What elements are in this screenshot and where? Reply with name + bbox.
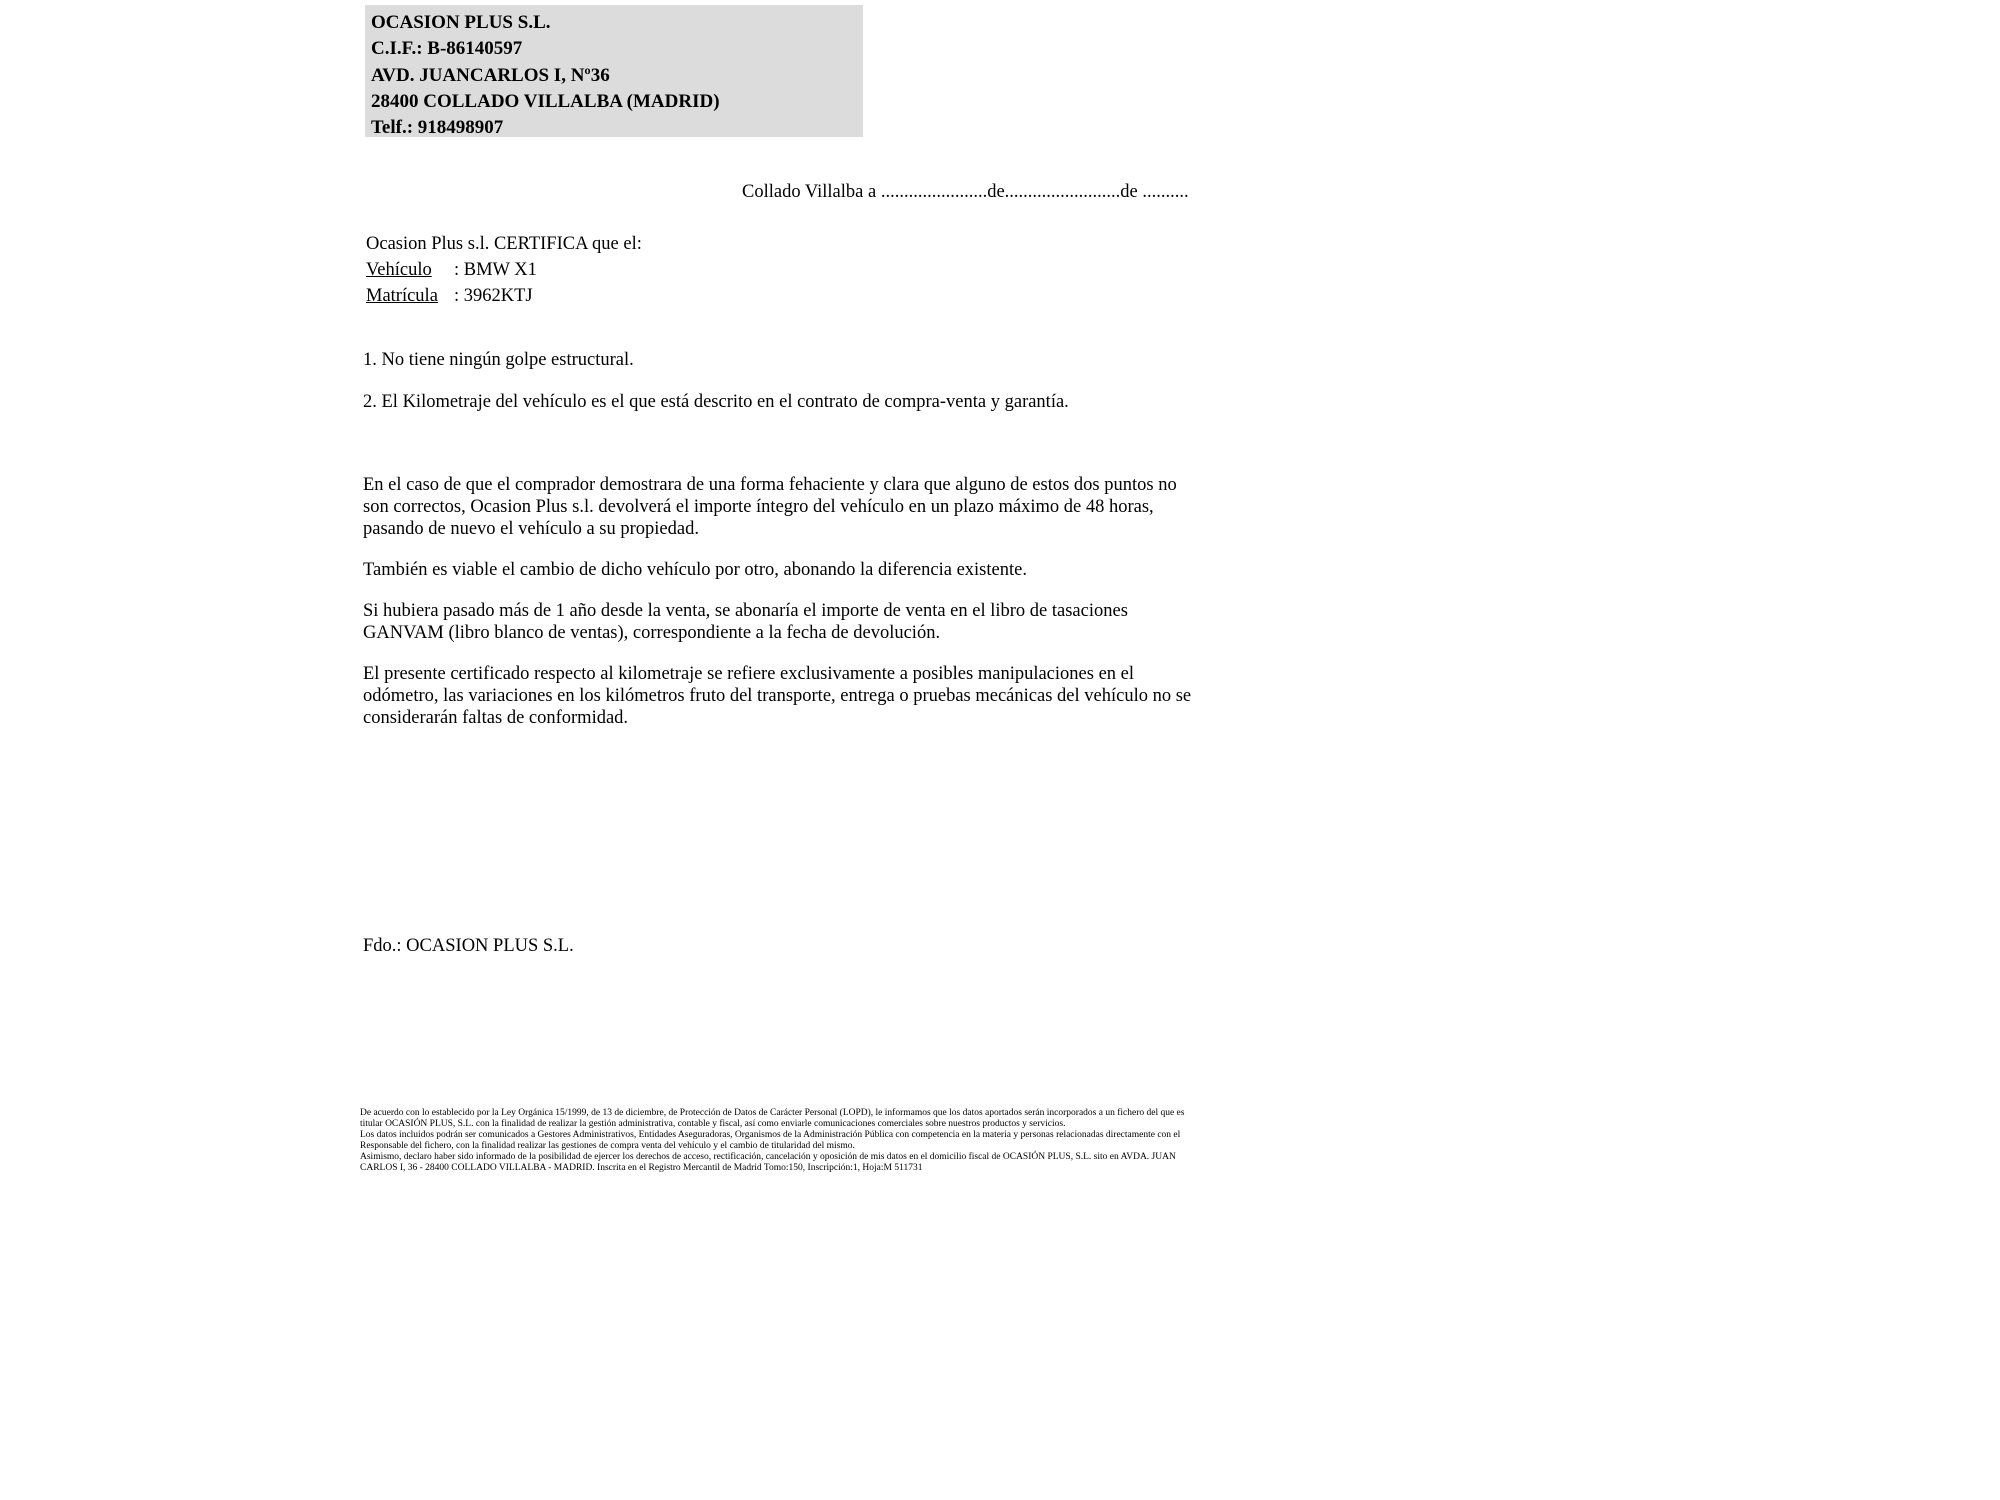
paragraph-exchange-option: También es viable el cambio de dicho vehículo por otro, abonando la diferencia existente. (363, 560, 1027, 580)
vehicle-label: Vehículo (366, 260, 432, 280)
signature-line: Fdo.: OCASION PLUS S.L. (363, 936, 574, 956)
legal-footer (360, 1108, 1205, 1174)
company-name: OCASION PLUS S.L. (371, 12, 551, 33)
body-paragraphs (363, 474, 1198, 748)
company-address-street: AVD. JUANCARLOS I, Nº36 (371, 64, 610, 86)
company-header-box (365, 5, 863, 137)
certified-point-2: 2. El Kilometraje del vehículo es el que está descrito en el contrato de compra-venta y garantía. (363, 392, 1069, 412)
paragraph-refund-terms: En el caso de que el comprador demostrara de una forma fehaciente y clara que alguno de estos dos puntos no son correctos, Ocasion Plus s.l. devolverá el importe íntegro del vehículo en un plazo máximo de 48 horas, pasando de nuevo el vehículo a su propiedad. (363, 475, 1177, 539)
certified-point-1: 1. No tiene ningún golpe estructural. (363, 350, 634, 370)
company-address-city: 28400 COLLADO VILLALBA (MADRID) (371, 90, 720, 112)
paragraph-odometer-disclaimer: El presente certificado respecto al kilometraje se refiere exclusivamente a posibles manipulaciones en el odómetro, las variaciones en los kilómetros fruto del transporte, entrega o pruebas mecánicas del vehículo no se considerarán faltas de conformidad. (363, 664, 1192, 728)
date-line: Collado Villalba a .......................de.........................de .......... (742, 182, 1189, 202)
vehicle-line (366, 257, 642, 283)
legal-paragraph-rights: Asimismo, declaro haber sido informado de la posibilidad de ejercer los derechos de acceso, rectificación, cancelación y oposición de mis datos en el domicilio fiscal de OCASIÓN PLUS, S.L. sito en AVDA. JUAN CARLOS I, 36 - 28400 COLLADO VILLALBA - MADRID. Inscrita en el Registro Mercantil de Madrid Tomo:150, Inscripción:1, Hoja:M 511731 (360, 1152, 1176, 1173)
legal-paragraph-data-sharing: Los datos incluidos podrán ser comunicados a Gestores Administrativos, Entidades Aseguradoras, Organismos de la Administración Pública con competencia en la materia y personas relacionadas directamente con el Responsable del fichero, con la finalidad realizar las gestiones de compra venta del vehículo y el cambio de titularidad del mismo. (360, 1130, 1181, 1151)
vehicle-value: : BMW X1 (454, 260, 537, 280)
plate-value: : 3962KTJ (454, 286, 533, 306)
plate-label: Matrícula (366, 286, 438, 306)
company-phone: Telf.: 918498907 (371, 117, 504, 139)
plate-line (366, 283, 642, 309)
legal-paragraph-lopd: De acuerdo con lo establecido por la Ley Orgánica 15/1999, de 13 de diciembre, de Protección de Datos de Carácter Personal (LOPD), le informamos que los datos aportados serán incorporados a un fichero del que es titular OCASIÓN PLUS, S.L. con la finalidad de realizar la gestión administrativa, contable y fiscal, así como enviarle comunicaciones comerciales sobre nuestros productos y servicios. (360, 1108, 1185, 1129)
certify-intro: Ocasion Plus s.l. CERTIFICA que el: (366, 234, 642, 254)
paragraph-ganvam-valuation: Si hubiera pasado más de 1 año desde la venta, se abonaría el importe de venta en el libro de tasaciones GANVAM (libro blanco de ventas), correspondiente a la fecha de devolución. (363, 601, 1128, 643)
certify-block (366, 231, 642, 309)
company-cif: C.I.F.: B-86140597 (371, 38, 523, 60)
